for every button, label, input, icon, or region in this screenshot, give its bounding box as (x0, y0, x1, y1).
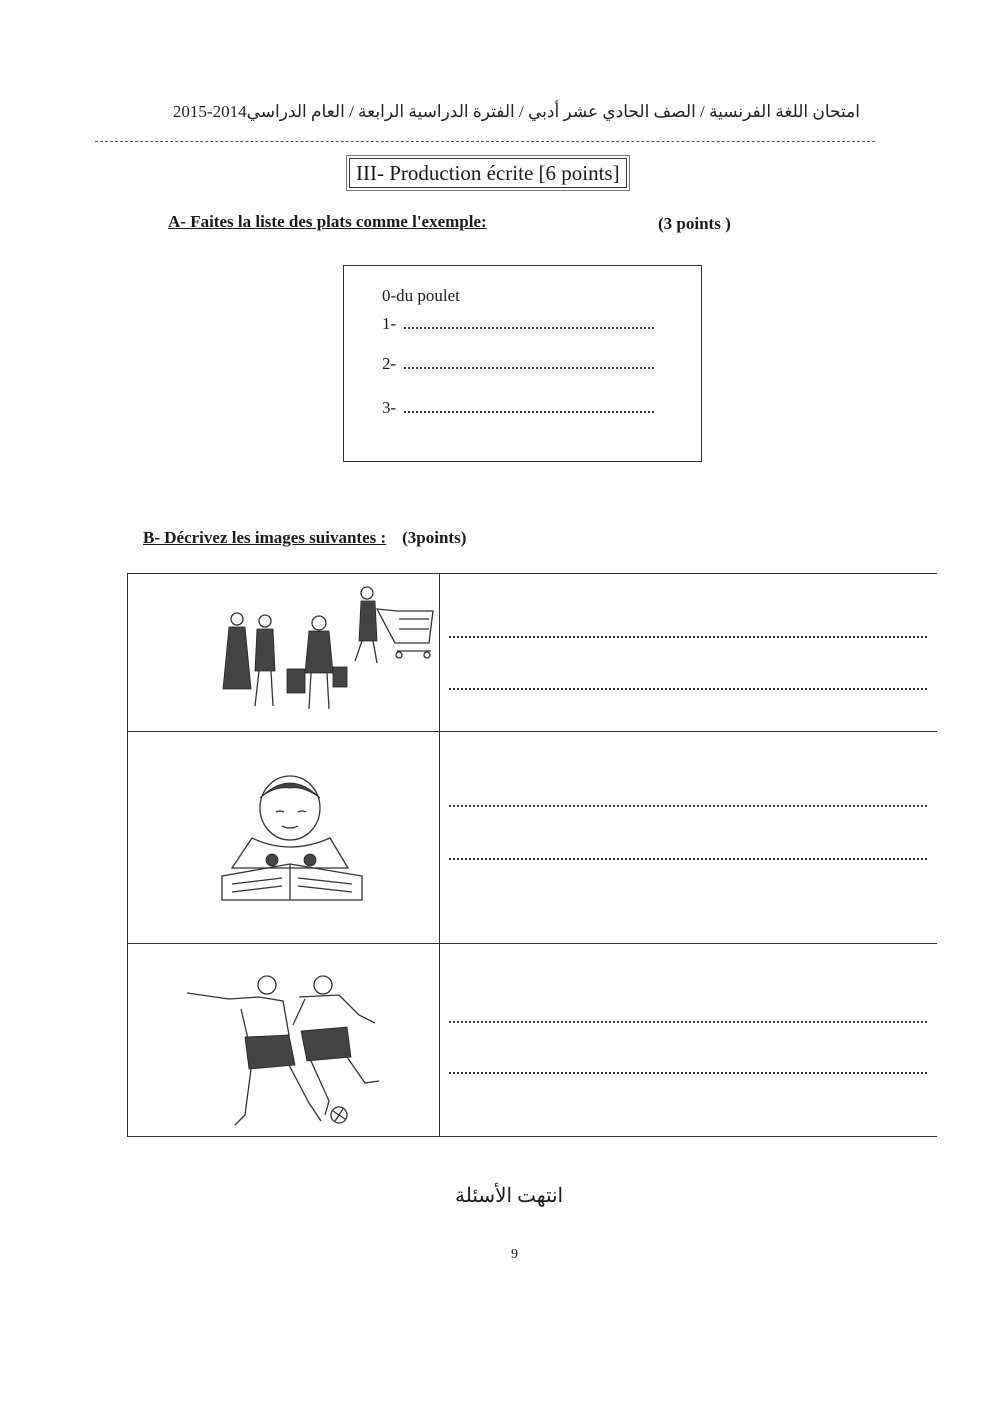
exam-header: امتحان اللغة الفرنسية / الصف الحادي عشر أدبي / الفترة الدراسية الرابعة / العام الدراسي2014-2015 (172, 102, 860, 121)
page-number: 9 (511, 1247, 518, 1262)
football-players-illustration (179, 965, 389, 1135)
part-b-instruction (143, 528, 466, 548)
image-2-answer-line-1[interactable] (449, 805, 927, 807)
dish-item-3-answer[interactable] (404, 401, 654, 413)
image-1-answer-line-1[interactable] (449, 636, 927, 638)
dish-item-1-answer[interactable] (404, 317, 654, 329)
part-a-instruction (168, 212, 487, 232)
part-b-instruction-text: B- Décrivez les images suivantes : (143, 528, 387, 547)
part-a-points: (3 points ) (658, 214, 731, 233)
section-title: III- Production écrite [6 points] (349, 158, 627, 188)
table-rule-bottom (127, 1136, 937, 1137)
image-3-answer-line-2[interactable] (449, 1072, 927, 1074)
dish-item-2 (382, 354, 654, 374)
dish-item-3-label: 3- (382, 398, 397, 417)
image-1-answer-line-2[interactable] (449, 688, 927, 690)
image-description-table (127, 573, 937, 1137)
end-of-questions: انتهت الأسئلة (455, 1185, 564, 1207)
dish-item-2-answer[interactable] (404, 357, 654, 369)
dish-item-2-label: 2- (382, 354, 397, 373)
dish-item-1-label: 1- (382, 314, 397, 333)
part-a-instruction-text: A- Faites la liste des plats comme l'exemple: (168, 212, 487, 231)
part-b-points: (3points) (402, 528, 467, 547)
header-divider (95, 141, 875, 142)
dish-item-1 (382, 314, 654, 334)
image-2-answer-line-2[interactable] (449, 858, 927, 860)
shopping-people-illustration (207, 581, 437, 721)
dish-list-box (343, 265, 702, 462)
image-3-answer-line-1[interactable] (449, 1021, 927, 1023)
dish-example: 0-du poulet (382, 286, 460, 305)
boy-reading-illustration (212, 768, 372, 913)
dish-item-3 (382, 398, 654, 418)
